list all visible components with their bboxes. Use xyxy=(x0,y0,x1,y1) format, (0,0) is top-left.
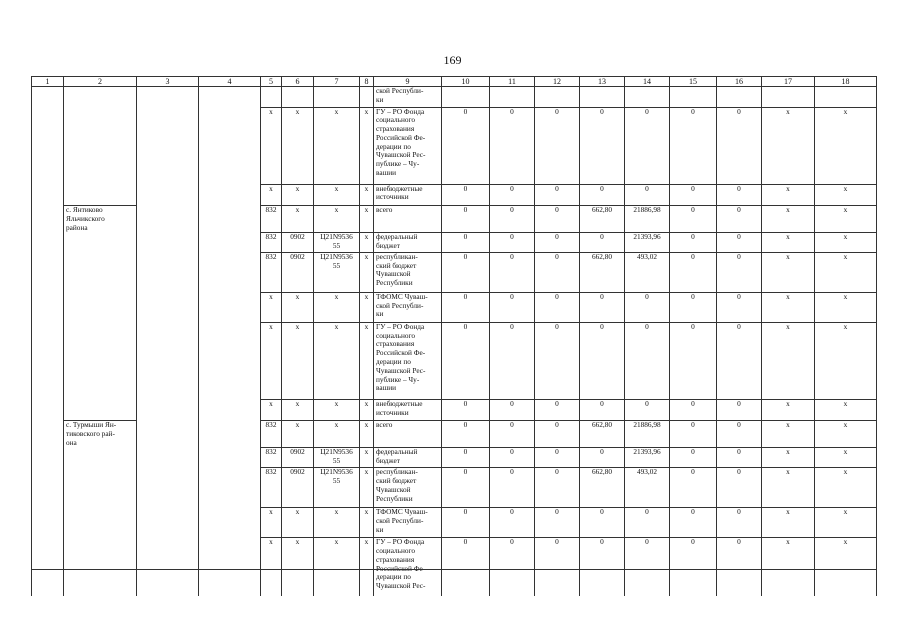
cell-col-4 xyxy=(199,87,261,108)
cell-c5: х xyxy=(261,508,282,538)
cell-c12: 0 xyxy=(535,232,580,252)
cell-c18: х xyxy=(815,538,877,596)
table-row xyxy=(32,508,877,538)
cell-c12: 0 xyxy=(535,421,580,448)
cell-place xyxy=(64,252,137,292)
cell-c7: х xyxy=(314,508,360,538)
column-number-11: 11 xyxy=(490,77,535,87)
cell-c11: 0 xyxy=(490,399,535,421)
column-number-3: 3 xyxy=(137,77,199,87)
cell-c16: 0 xyxy=(717,322,762,399)
cell-c6: 0902 xyxy=(282,468,314,508)
cell-c14: 0 xyxy=(625,107,670,184)
cell-c12: 0 xyxy=(535,184,580,206)
cell-place xyxy=(64,107,137,184)
cell-col-3 xyxy=(137,322,199,399)
cell-c16: 0 xyxy=(717,206,762,233)
table-row xyxy=(32,232,877,252)
cell-c13: 0 xyxy=(580,538,625,596)
cell-c10: 0 xyxy=(442,184,490,206)
cell-c8: х xyxy=(360,292,374,322)
cell-col-1 xyxy=(32,538,64,596)
cell-c7: х xyxy=(314,206,360,233)
cell-c18: х xyxy=(815,292,877,322)
cell-col-4 xyxy=(199,322,261,399)
cell-c11: 0 xyxy=(490,206,535,233)
cell-c6: х xyxy=(282,206,314,233)
cell-c14: 493,02 xyxy=(625,252,670,292)
cell-c13: 0 xyxy=(580,322,625,399)
cell-col-3 xyxy=(137,421,199,448)
cell-c7: Ц21N9536 55 xyxy=(314,468,360,508)
cell-c16: 0 xyxy=(717,232,762,252)
cell-c17: х xyxy=(762,448,815,468)
cell-c15: 0 xyxy=(670,508,717,538)
cell-c15: 0 xyxy=(670,448,717,468)
cell-c13: 662,80 xyxy=(580,252,625,292)
cell-c18: х xyxy=(815,232,877,252)
cell-c10: 0 xyxy=(442,421,490,448)
cell-c11: 0 xyxy=(490,421,535,448)
column-number-10: 10 xyxy=(442,77,490,87)
cell-c13: 0 xyxy=(580,232,625,252)
cell-c8: х xyxy=(360,184,374,206)
column-number-4: 4 xyxy=(199,77,261,87)
cell-place xyxy=(64,322,137,399)
cell-place: с. Янтиково Яльчикского района xyxy=(64,206,137,233)
cell-c13: 0 xyxy=(580,292,625,322)
cell-c8: х xyxy=(360,322,374,399)
cell-c6: х xyxy=(282,322,314,399)
cell-c17: х xyxy=(762,107,815,184)
column-number-13: 13 xyxy=(580,77,625,87)
cell-c10: 0 xyxy=(442,206,490,233)
cell-col-1 xyxy=(32,232,64,252)
cell-col-4 xyxy=(199,468,261,508)
cell-c15: 0 xyxy=(670,206,717,233)
cell-c10: 0 xyxy=(442,322,490,399)
cell-c18: х xyxy=(815,322,877,399)
cell-funding-source: федеральный бюджет xyxy=(374,232,442,252)
cell-c8: х xyxy=(360,252,374,292)
cell-c18: х xyxy=(815,206,877,233)
cell-c11: 0 xyxy=(490,508,535,538)
cell-c10: 0 xyxy=(442,508,490,538)
cell-c8: х xyxy=(360,468,374,508)
cell-c14: 21886,98 xyxy=(625,421,670,448)
cell-c16: 0 xyxy=(717,292,762,322)
cell-c16: 0 xyxy=(717,538,762,596)
cell-funding-source: внебюджетные источники xyxy=(374,399,442,421)
cell-c6: х xyxy=(282,107,314,184)
cell-c8: х xyxy=(360,421,374,448)
table-row xyxy=(32,292,877,322)
cell-funding-source: внебюджетные источники xyxy=(374,184,442,206)
column-number-7: 7 xyxy=(314,77,360,87)
cell-place xyxy=(64,538,137,596)
cell-c17: х xyxy=(762,232,815,252)
cell-c18: х xyxy=(815,184,877,206)
cell-c8: х xyxy=(360,508,374,538)
cell-c10: 0 xyxy=(442,448,490,468)
cell-c11: 0 xyxy=(490,468,535,508)
cell-c12: 0 xyxy=(535,206,580,233)
cell-c6: 0902 xyxy=(282,448,314,468)
cell-col-1 xyxy=(32,508,64,538)
cell-c7: х xyxy=(314,322,360,399)
cell-c12 xyxy=(535,87,580,108)
cell-c12: 0 xyxy=(535,448,580,468)
cell-c7: Ц21N9536 55 xyxy=(314,448,360,468)
cell-col-4 xyxy=(199,206,261,233)
cell-col-1 xyxy=(32,468,64,508)
cell-funding-source: ТФОМС Чуваш- ской Республи- ки xyxy=(374,508,442,538)
cell-c17: х xyxy=(762,206,815,233)
cell-c16: 0 xyxy=(717,184,762,206)
cell-c12: 0 xyxy=(535,107,580,184)
cell-col-1 xyxy=(32,87,64,108)
cell-c6: 0902 xyxy=(282,232,314,252)
column-number-12: 12 xyxy=(535,77,580,87)
cell-c5: 832 xyxy=(261,468,282,508)
cell-c15: 0 xyxy=(670,399,717,421)
cell-c13: 662,80 xyxy=(580,468,625,508)
cell-c12: 0 xyxy=(535,252,580,292)
cell-c13 xyxy=(580,87,625,108)
cell-col-4 xyxy=(199,508,261,538)
cell-c12: 0 xyxy=(535,322,580,399)
cell-c15: 0 xyxy=(670,421,717,448)
cell-funding-source: ГУ – РО Фонда социального страхования Российской Фе- дерации по Чувашской Рес- публике – Чу- вашии xyxy=(374,107,442,184)
table-row xyxy=(32,87,877,108)
column-number-15: 15 xyxy=(670,77,717,87)
cell-c7 xyxy=(314,87,360,108)
cell-c16: 0 xyxy=(717,107,762,184)
cell-col-3 xyxy=(137,87,199,108)
cell-c10: 0 xyxy=(442,252,490,292)
cell-col-3 xyxy=(137,252,199,292)
cell-c13: 662,80 xyxy=(580,206,625,233)
cell-c10: 0 xyxy=(442,107,490,184)
cell-place xyxy=(64,508,137,538)
column-number-8: 8 xyxy=(360,77,374,87)
cell-c6: х xyxy=(282,399,314,421)
cell-col-4 xyxy=(199,184,261,206)
cell-c15 xyxy=(670,87,717,108)
cell-col-1 xyxy=(32,292,64,322)
column-number-9: 9 xyxy=(374,77,442,87)
cell-c13: 662,80 xyxy=(580,421,625,448)
cell-c11: 0 xyxy=(490,107,535,184)
cell-col-1 xyxy=(32,322,64,399)
cell-place xyxy=(64,448,137,468)
cell-c6: х xyxy=(282,421,314,448)
cell-c7: х xyxy=(314,292,360,322)
column-number-1: 1 xyxy=(32,77,64,87)
cell-col-3 xyxy=(137,292,199,322)
cell-c8 xyxy=(360,87,374,108)
cell-col-4 xyxy=(199,399,261,421)
cell-c14: 21393,96 xyxy=(625,448,670,468)
cell-c18: х xyxy=(815,448,877,468)
cell-place xyxy=(64,184,137,206)
table-row xyxy=(32,206,877,233)
cell-c5: х xyxy=(261,292,282,322)
cell-c17: х xyxy=(762,468,815,508)
cell-c11: 0 xyxy=(490,538,535,596)
cell-c5: х xyxy=(261,322,282,399)
cell-c11: 0 xyxy=(490,252,535,292)
cell-c17: х xyxy=(762,538,815,596)
cell-c14: 0 xyxy=(625,322,670,399)
cell-col-1 xyxy=(32,448,64,468)
cell-c13: 0 xyxy=(580,107,625,184)
cell-place xyxy=(64,232,137,252)
cell-c17: х xyxy=(762,399,815,421)
cell-c14: 0 xyxy=(625,292,670,322)
table-row xyxy=(32,399,877,421)
table-row xyxy=(32,448,877,468)
cell-c5: х xyxy=(261,399,282,421)
cell-col-1 xyxy=(32,252,64,292)
cell-c8: х xyxy=(360,538,374,596)
cell-c16: 0 xyxy=(717,252,762,292)
cell-c17: х xyxy=(762,184,815,206)
cell-c6: х xyxy=(282,538,314,596)
table-row xyxy=(32,468,877,508)
cell-c16: 0 xyxy=(717,421,762,448)
cell-funding-source: ТФОМС Чуваш- ской Республи- ки xyxy=(374,292,442,322)
cell-col-4 xyxy=(199,232,261,252)
table-row xyxy=(32,252,877,292)
cell-funding-source: всего xyxy=(374,206,442,233)
cell-c15: 0 xyxy=(670,468,717,508)
cell-c15: 0 xyxy=(670,184,717,206)
cell-c8: х xyxy=(360,448,374,468)
cell-c17: х xyxy=(762,292,815,322)
cell-c7: Ц21N9536 55 xyxy=(314,232,360,252)
cell-c5: х xyxy=(261,107,282,184)
cell-col-3 xyxy=(137,206,199,233)
table-row xyxy=(32,538,877,596)
cell-c16: 0 xyxy=(717,399,762,421)
cell-col-4 xyxy=(199,421,261,448)
cell-c7: Ц21N9536 55 xyxy=(314,252,360,292)
cell-c14: 0 xyxy=(625,538,670,596)
cell-c13: 0 xyxy=(580,399,625,421)
cell-c17: х xyxy=(762,508,815,538)
column-number-14: 14 xyxy=(625,77,670,87)
cell-c11: 0 xyxy=(490,448,535,468)
cell-c18: х xyxy=(815,508,877,538)
cell-c16 xyxy=(717,87,762,108)
cell-c11: 0 xyxy=(490,232,535,252)
cell-c5: 832 xyxy=(261,206,282,233)
cell-c13: 0 xyxy=(580,184,625,206)
cell-c16: 0 xyxy=(717,448,762,468)
cell-col-4 xyxy=(199,448,261,468)
column-number-17: 17 xyxy=(762,77,815,87)
cell-c11: 0 xyxy=(490,322,535,399)
cell-c7: х xyxy=(314,399,360,421)
cell-c5: 832 xyxy=(261,232,282,252)
cell-c15: 0 xyxy=(670,322,717,399)
cell-c10: 0 xyxy=(442,232,490,252)
cell-c18: х xyxy=(815,399,877,421)
cell-c11: 0 xyxy=(490,292,535,322)
budget-table xyxy=(31,76,877,596)
table-row xyxy=(32,322,877,399)
table-row xyxy=(32,421,877,448)
cell-c17: х xyxy=(762,322,815,399)
cell-col-1 xyxy=(32,184,64,206)
cell-col-4 xyxy=(199,292,261,322)
cell-place xyxy=(64,87,137,108)
cell-c10: 0 xyxy=(442,468,490,508)
cell-c5: х xyxy=(261,538,282,596)
cell-c12: 0 xyxy=(535,538,580,596)
cell-c6 xyxy=(282,87,314,108)
cell-c15: 0 xyxy=(670,232,717,252)
cell-c7: х xyxy=(314,184,360,206)
cell-c12: 0 xyxy=(535,292,580,322)
column-number-18: 18 xyxy=(815,77,877,87)
header-row xyxy=(32,77,877,87)
cell-c8: х xyxy=(360,206,374,233)
cell-c18 xyxy=(815,87,877,108)
cell-c10: 0 xyxy=(442,538,490,596)
cell-c6: х xyxy=(282,184,314,206)
cell-col-3 xyxy=(137,448,199,468)
cell-col-3 xyxy=(137,468,199,508)
cell-c12: 0 xyxy=(535,508,580,538)
cell-col-1 xyxy=(32,399,64,421)
cell-c7: х xyxy=(314,107,360,184)
cell-col-3 xyxy=(137,538,199,596)
cell-c12: 0 xyxy=(535,468,580,508)
cell-c17: х xyxy=(762,252,815,292)
cell-funding-source: ГУ – РО Фонда социального страхования Российской Фе- дерации по Чувашской Рес- публике – Чу- вашии xyxy=(374,322,442,399)
cell-c18: х xyxy=(815,252,877,292)
cell-c17: х xyxy=(762,421,815,448)
cell-c7: х xyxy=(314,421,360,448)
cell-c5: 832 xyxy=(261,448,282,468)
cell-col-3 xyxy=(137,399,199,421)
cell-c16: 0 xyxy=(717,508,762,538)
cell-col-4 xyxy=(199,538,261,596)
cell-col-1 xyxy=(32,206,64,233)
cell-c5: х xyxy=(261,184,282,206)
cell-c13: 0 xyxy=(580,508,625,538)
cell-col-3 xyxy=(137,107,199,184)
cell-c15: 0 xyxy=(670,538,717,596)
cell-place: с. Турмыши Ян- тиковского рай- она xyxy=(64,421,137,448)
column-number-5: 5 xyxy=(261,77,282,87)
column-number-16: 16 xyxy=(717,77,762,87)
cell-c10: 0 xyxy=(442,292,490,322)
cell-c14: 0 xyxy=(625,184,670,206)
cell-c11 xyxy=(490,87,535,108)
cell-c15: 0 xyxy=(670,107,717,184)
cell-c18: х xyxy=(815,421,877,448)
cell-c15: 0 xyxy=(670,252,717,292)
cell-c6: 0902 xyxy=(282,252,314,292)
page-number: 169 xyxy=(443,53,462,67)
table-body xyxy=(32,77,877,596)
cell-funding-source: республикан- ский бюджет Чувашской Республики xyxy=(374,468,442,508)
cell-c5 xyxy=(261,87,282,108)
cell-col-3 xyxy=(137,184,199,206)
table-row xyxy=(32,184,877,206)
cell-funding-source: ГУ – РО Фонда социального страхования Российской Фе- дерации по Чувашской Рес- xyxy=(374,538,442,596)
cell-c18: х xyxy=(815,468,877,508)
cell-c6: х xyxy=(282,292,314,322)
cell-c8: х xyxy=(360,107,374,184)
cell-c7: х xyxy=(314,538,360,596)
cell-col-4 xyxy=(199,107,261,184)
cell-c14: 0 xyxy=(625,399,670,421)
cell-funding-source: федеральный бюджет xyxy=(374,448,442,468)
cell-c6: х xyxy=(282,508,314,538)
cell-c14 xyxy=(625,87,670,108)
cell-c10: 0 xyxy=(442,399,490,421)
cell-c10 xyxy=(442,87,490,108)
cell-c14: 0 xyxy=(625,508,670,538)
cell-c18: х xyxy=(815,107,877,184)
column-number-2: 2 xyxy=(64,77,137,87)
cell-c8: х xyxy=(360,399,374,421)
cell-funding-source: ской Республи- ки xyxy=(374,87,442,108)
cell-funding-source: всего xyxy=(374,421,442,448)
cell-place xyxy=(64,399,137,421)
table-row xyxy=(32,107,877,184)
cell-funding-source: республикан- ский бюджет Чувашской Республики xyxy=(374,252,442,292)
cell-col-3 xyxy=(137,508,199,538)
cell-col-3 xyxy=(137,232,199,252)
cell-place xyxy=(64,292,137,322)
cell-c15: 0 xyxy=(670,292,717,322)
cell-c14: 493,02 xyxy=(625,468,670,508)
cell-c14: 21886,98 xyxy=(625,206,670,233)
cell-c11: 0 xyxy=(490,184,535,206)
cell-c14: 21393,96 xyxy=(625,232,670,252)
cell-col-1 xyxy=(32,421,64,448)
cell-c16: 0 xyxy=(717,468,762,508)
cell-col-1 xyxy=(32,107,64,184)
cell-c12: 0 xyxy=(535,399,580,421)
column-number-6: 6 xyxy=(282,77,314,87)
cell-c5: 832 xyxy=(261,252,282,292)
cell-c5: 832 xyxy=(261,421,282,448)
cell-c13: 0 xyxy=(580,448,625,468)
cell-place xyxy=(64,468,137,508)
cell-c17 xyxy=(762,87,815,108)
bottom-rule xyxy=(31,569,876,570)
cell-c8: х xyxy=(360,232,374,252)
cell-col-4 xyxy=(199,252,261,292)
